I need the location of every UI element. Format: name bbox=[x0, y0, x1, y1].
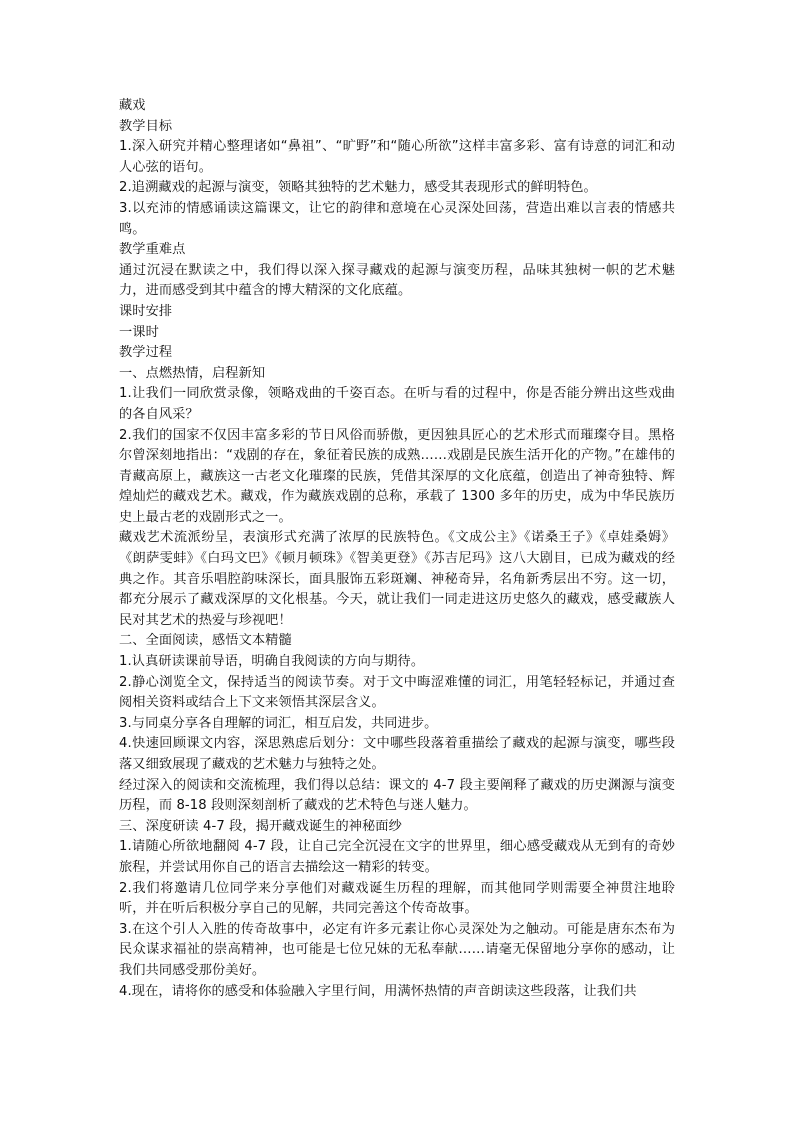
paragraph: 3.以充沛的情感诵读这篇课文，让它的韵律和意境在心灵深处回荡，营造出难以言表的情感共鸣。 bbox=[119, 200, 675, 237]
paragraph: 1.让我们一同欣赏录像，领略戏曲的千姿百态。在听与看的过程中，你是否能分辨出这些戏曲的各自风采？ bbox=[119, 386, 675, 422]
heading-schedule: 课时安排 bbox=[119, 303, 173, 319]
heading-section-three: 三、深度研读 4-7 段，揭开藏戏诞生的神秘面纱 bbox=[119, 818, 402, 834]
heading-section-one: 一、点燃热情，启程新知 bbox=[119, 365, 266, 381]
paragraph: 一课时 bbox=[119, 324, 159, 340]
paragraph: 1.请随心所欲地翻阅 4-7 段，让自己完全沉浸在文字的世界里，细心感受藏戏从无到有的奇妙旅程，并尝试用你自己的语言去描绘这一精彩的转变。 bbox=[119, 839, 675, 875]
paragraph: 3.与同桌分享各自理解的词汇，相互启发，共同进步。 bbox=[119, 715, 438, 731]
heading-section-two: 二、全面阅读，感悟文本精髓 bbox=[119, 633, 292, 649]
paragraph: 藏戏艺术流派纷呈，表演形式充满了浓厚的民族特色。《文成公主》《诺桑王子》《卓娃桑姆》《朗萨雯蚌》《白玛文巴》《顿月顿珠》《智美更登》《苏吉尼玛》这八大剧目，已成为藏戏的经典之作。其音乐唱腔韵味深长，面具服饰五彩斑斓、神秘奇异，名角新秀层出不穷。这一切，都充分展示了藏戏深厚的文化根基。今天，就让我们一同走进这历史悠久的藏戏，感受藏族人民对其艺术的热爱与珍视吧！ bbox=[119, 530, 675, 628]
paragraph: 1.深入研究并精心整理诸如“鼻祖”、“旷野”和“随心所欲”这样丰富多彩、富有诗意的词汇和动人心弦的语句。 bbox=[119, 139, 675, 175]
paragraph: 4.快速回顾课文内容，深思熟虑后划分：文中哪些段落着重描绘了藏戏的起源与演变，哪些段落又细致展现了藏戏的艺术魅力与独特之处。 bbox=[119, 736, 675, 772]
heading-key-points: 教学重难点 bbox=[119, 242, 186, 258]
heading-teaching-process: 教学过程 bbox=[119, 345, 173, 361]
paragraph: 3.在这个引人入胜的传奇故事中，必定有许多元素让你心灵深处为之触动。可能是唐东杰布为民众谋求福祉的崇高精神，也可能是七位兄妹的无私奉献……请毫无保留地分享你的感动，让我们共同感受那份美好。 bbox=[119, 921, 675, 978]
heading-teaching-goals: 教学目标 bbox=[119, 118, 173, 134]
document-title: 藏戏 bbox=[119, 98, 146, 113]
paragraph: 2.追溯藏戏的起源与演变，领略其独特的艺术魅力，感受其表现形式的鲜明特色。 bbox=[119, 180, 597, 196]
paragraph: 2.我们的国家不仅因丰富多彩的节日风俗而骄傲，更因独具匠心的艺术形式而璀璨夺目。黑格尔曾深刻地指出：“戏剧的存在，象征着民族的成熟……戏剧是民族生活开化的产物。”在雄伟的青藏高原上，藏族这一古老文化璀璨的民族，凭借其深厚的文化底蕴，创造出了神奇独特、辉煌灿烂的藏戏艺术。藏戏，作为藏族戏剧的总称，承载了 1300 多年的历史，成为中华民族历史上最古老的戏剧形式之一。 bbox=[119, 427, 675, 525]
paragraph: 4.现在，请将你的感受和体验融入字里行间，用满怀热情的声音朗读这些段落，让我们共 bbox=[119, 983, 637, 999]
paragraph: 2.我们将邀请几位同学来分享他们对藏戏诞生历程的理解，而其他同学则需要全神贯注地聆听，并在听后积极分享自己的见解，共同完善这个传奇故事。 bbox=[119, 880, 675, 917]
paragraph: 通过沉浸在默读之中，我们得以深入探寻藏戏的起源与演变历程，品味其独树一帜的艺术魅力，进而感受到其中蕴含的博大精深的文化底蕴。 bbox=[119, 262, 675, 299]
paragraph: 经过深入的阅读和交流梳理，我们得以总结：课文的 4-7 段主要阐释了藏戏的历史渊源与演变历程，而 8-18 段则深刻剖析了藏戏的艺术特色与迷人魅力。 bbox=[119, 777, 675, 814]
document-page bbox=[119, 96, 675, 1002]
paragraph: 2.静心浏览全文，保持适当的阅读节奏。对于文中晦涩难懂的词汇，用笔轻轻标记，并通过查阅相关资料或结合上下文来领悟其深层含义。 bbox=[119, 674, 675, 711]
paragraph: 1.认真研读课前导语，明确自我阅读的方向与期待。 bbox=[119, 654, 425, 670]
